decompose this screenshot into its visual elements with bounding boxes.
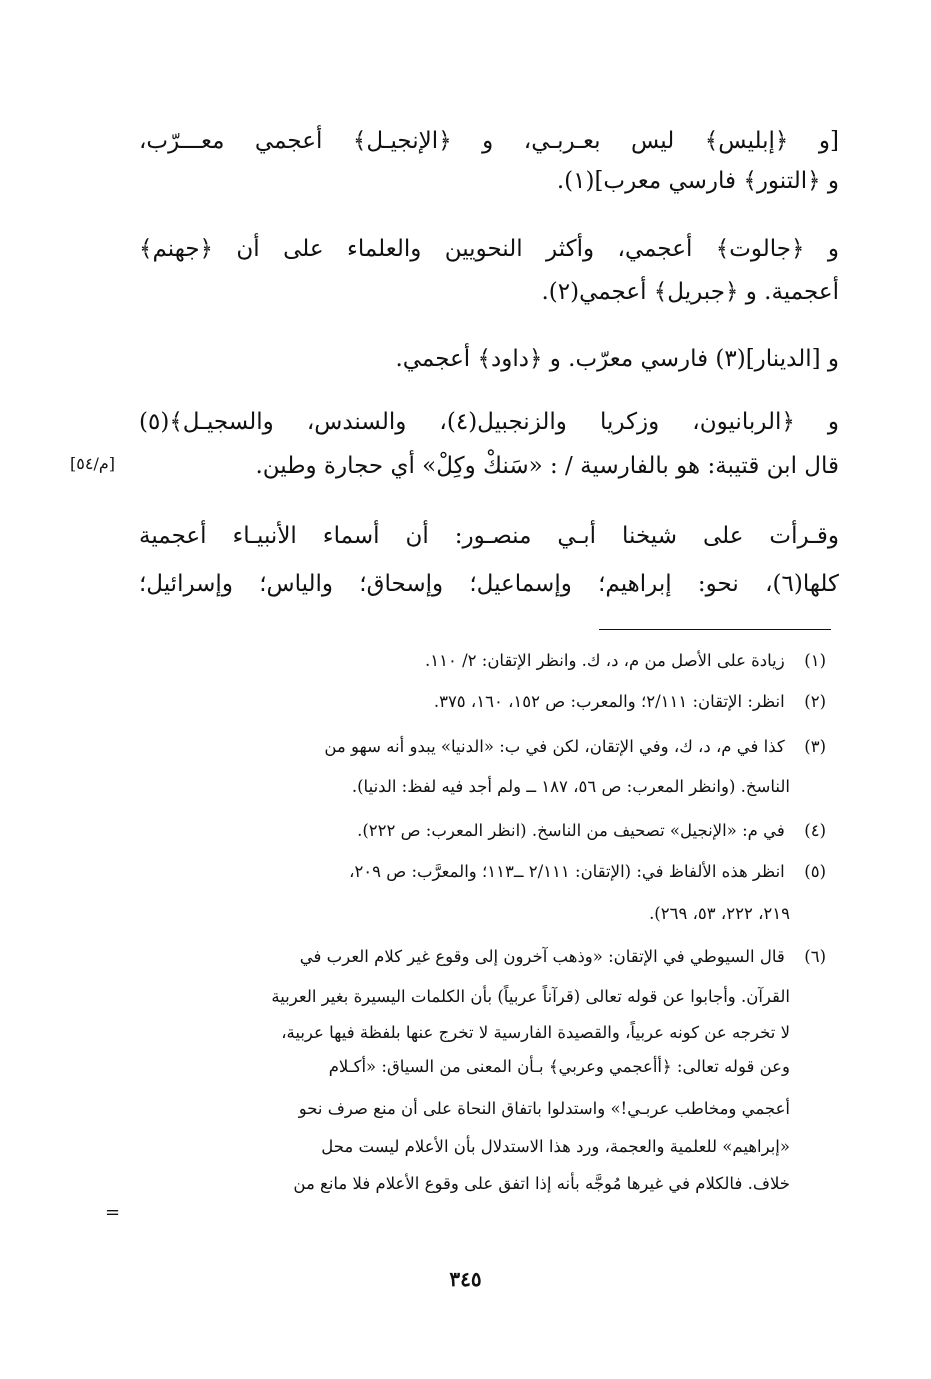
footnote-6-cont: وعن قوله تعالى: ﴿أأعجمي وعربي﴾ بـأن المعنى من السياق: «أكـلام bbox=[328, 1057, 790, 1076]
main-text-line: [و ﴿إبليس﴾ ليس بعـربـي، و ﴿الإنجيـل﴾ أعجمي معـــرّب، bbox=[139, 128, 839, 154]
main-text-line: و ﴿التنور﴾ فارسي معرب](١). bbox=[556, 168, 839, 194]
footnote-text: في م: «الإنجيل» تصحيف من الناسخ. (انظر المعرب: ص ٢٢٢). bbox=[357, 821, 785, 840]
footnote-6-cont: لا تخرجه عن كونه عربياً، والقصيدة الفارسية لا تخرج عنها بلفظة فيها عربية، bbox=[281, 1023, 790, 1042]
footnote-number: (٥) bbox=[804, 862, 826, 881]
footnote-6 bbox=[300, 943, 826, 971]
footnote-1 bbox=[425, 647, 826, 675]
footnote-number: (١) bbox=[804, 651, 826, 670]
footnote-text: زيادة على الأصل من م، د، ك. وانظر الإتقان: ٢/ ١١٠. bbox=[424, 651, 785, 670]
footnote-3-cont: الناسخ. (وانظر المعرب: ص ٥٦، ١٨٧ ــ ولم أجد فيه لفظ: الدنيا). bbox=[351, 777, 790, 796]
footnote-number: (٣) bbox=[804, 737, 826, 756]
footnote-number: (٦) bbox=[804, 947, 826, 966]
footnote-6-cont: خلاف. فالكلام في غيرها مُوجَّه بأنه إذا اتفق على وقوع الأعلام فلا مانع من bbox=[293, 1174, 790, 1193]
footnote-2 bbox=[434, 688, 826, 716]
main-text-line: و ﴿جالوت﴾ أعجمي، وأكثر النحويين والعلماء على أن ﴿جهنم﴾ bbox=[139, 236, 839, 262]
footnote-5-cont: ٢١٩، ٢٢٢، ٥٣، ٢٦٩). bbox=[649, 904, 790, 923]
footnote-separator bbox=[599, 629, 831, 630]
page-number: ٣٤٥ bbox=[449, 1267, 482, 1291]
footnote-5 bbox=[349, 858, 826, 886]
footnote-6-cont: «إبراهيم» للعلمية والعجمة، ورد هذا الاستدلال بأن الأعلام ليست محل bbox=[321, 1137, 790, 1156]
footnote-3 bbox=[324, 733, 826, 761]
main-text-line: و [الدينار](٣) فارسي معرّب. و ﴿داود﴾ أعجمي. bbox=[395, 346, 839, 372]
main-text-line: وقـرأت على شيخنا أبـي منصـور: أن أسماء الأنبيـاء أعجمية bbox=[139, 523, 839, 549]
footnote-text: انظر هذه الألفاظ في: (الإتقان: ٢/١١١ ــ١١٣؛ والمعرَّب: ص ٢٠٩، bbox=[349, 862, 785, 881]
main-text-line: كلها(٦)، نحو: إبراهيم؛ وإسماعيل؛ وإسحاق؛ والياس؛ وإسرائيل؛ bbox=[139, 571, 839, 597]
footnote-4 bbox=[357, 817, 826, 845]
footnote-number: (٢) bbox=[804, 692, 826, 711]
main-text-line: و ﴿الربانيون، وزكريا والزنجبيل(٤)، والسندس، والسجيـل﴾(٥) bbox=[139, 409, 839, 435]
main-text-line: قال ابن قتيبة: هو بالفارسية / : «سَنكْ وكِلْ» أي حجارة وطين. bbox=[255, 453, 839, 479]
footnote-6-cont: القرآن. وأجابوا عن قوله تعالى (قرآناً عربياً) بأن الكلمات اليسيرة بغير العربية bbox=[271, 987, 790, 1006]
footnote-text: كذا في م، د، ك، وفي الإتقان، لكن في ب: «الدنيا» يبدو أنه سهو من bbox=[324, 737, 785, 756]
footnote-text: انظر: الإتقان: ٢/١١١؛ والمعرب: ص ١٥٢، ١٦٠، ٣٧٥. bbox=[433, 692, 785, 711]
footnote-6-cont: أعجمي ومخاطب عربـي!» واستدلوا باتفاق النحاة على أن منع صرف نحو bbox=[298, 1099, 790, 1118]
footnote-text: قال السيوطي في الإتقان: «وذهب آخرون إلى وقوع غير كلام العرب في bbox=[299, 947, 785, 966]
manuscript-page-ref: [م/٥٤] bbox=[70, 454, 115, 473]
footnote-number: (٤) bbox=[804, 821, 826, 840]
continuation-mark: = bbox=[105, 1202, 121, 1223]
main-text-line: أعجمية. و ﴿جبريل﴾ أعجمي(٢). bbox=[541, 279, 839, 305]
